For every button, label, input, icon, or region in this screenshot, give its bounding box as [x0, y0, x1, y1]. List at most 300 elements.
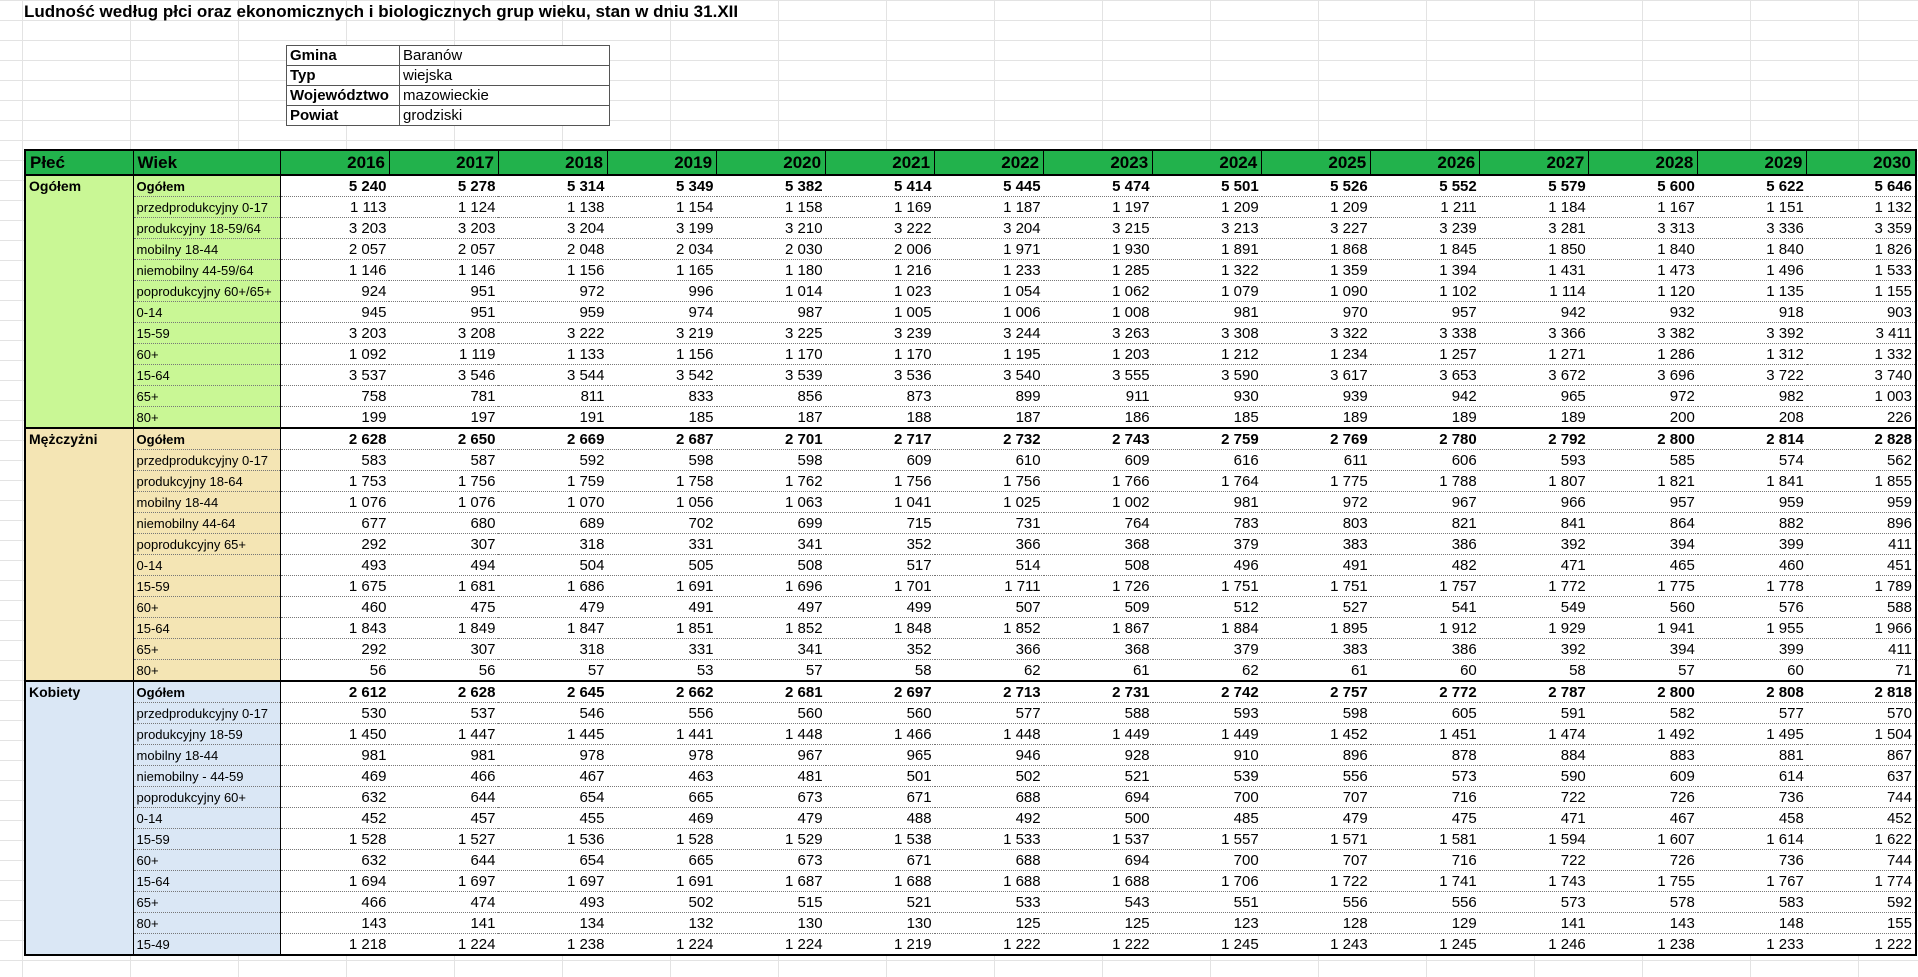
value-cell[interactable]: 959: [1807, 492, 1916, 513]
value-cell[interactable]: 141: [1480, 913, 1589, 934]
value-cell[interactable]: 1 772: [1480, 576, 1589, 597]
value-cell[interactable]: 199: [280, 407, 389, 429]
value-cell[interactable]: 5 314: [498, 175, 607, 197]
value-cell[interactable]: 3 540: [935, 365, 1044, 386]
age-group-cell[interactable]: 15-59: [133, 576, 280, 597]
value-cell[interactable]: 1 169: [826, 197, 935, 218]
value-cell[interactable]: 1 529: [717, 829, 826, 850]
value-cell[interactable]: 1 686: [498, 576, 607, 597]
value-cell[interactable]: 379: [1153, 534, 1262, 555]
value-cell[interactable]: 3 244: [935, 323, 1044, 344]
value-cell[interactable]: 3 539: [717, 365, 826, 386]
value-cell[interactable]: 1 180: [717, 260, 826, 281]
value-cell[interactable]: 148: [1698, 913, 1807, 934]
value-cell[interactable]: 475: [1371, 808, 1480, 829]
value-cell[interactable]: 352: [826, 534, 935, 555]
value-cell[interactable]: 1 941: [1589, 618, 1698, 639]
value-cell[interactable]: 3 366: [1480, 323, 1589, 344]
header-year[interactable]: 2023: [1044, 150, 1153, 175]
value-cell[interactable]: 386: [1371, 534, 1480, 555]
value-cell[interactable]: 605: [1371, 703, 1480, 724]
value-cell[interactable]: 1 527: [389, 829, 498, 850]
value-cell[interactable]: 577: [1698, 703, 1807, 724]
value-cell[interactable]: 1 222: [935, 934, 1044, 956]
value-cell[interactable]: 2 628: [389, 681, 498, 703]
value-cell[interactable]: 2 759: [1153, 428, 1262, 450]
value-cell[interactable]: 671: [826, 787, 935, 808]
value-cell[interactable]: 1 041: [826, 492, 935, 513]
header-year[interactable]: 2017: [389, 150, 498, 175]
value-cell[interactable]: 1 156: [608, 344, 717, 365]
value-cell[interactable]: 471: [1480, 808, 1589, 829]
value-cell[interactable]: 3 617: [1262, 365, 1371, 386]
value-cell[interactable]: 185: [1153, 407, 1262, 429]
value-cell[interactable]: 632: [280, 850, 389, 871]
value-cell[interactable]: 1 002: [1044, 492, 1153, 513]
value-cell[interactable]: 1 504: [1807, 724, 1916, 745]
value-cell[interactable]: 130: [826, 913, 935, 934]
value-cell[interactable]: 899: [935, 386, 1044, 407]
value-cell[interactable]: 1 119: [389, 344, 498, 365]
value-cell[interactable]: 2 612: [280, 681, 389, 703]
value-cell[interactable]: 125: [1044, 913, 1153, 934]
value-cell[interactable]: 3 740: [1807, 365, 1916, 386]
age-group-cell[interactable]: niemobilny - 44-59: [133, 766, 280, 787]
value-cell[interactable]: 1 245: [1153, 934, 1262, 956]
value-cell[interactable]: 556: [1371, 892, 1480, 913]
value-cell[interactable]: 1 581: [1371, 829, 1480, 850]
value-cell[interactable]: 1 170: [826, 344, 935, 365]
value-cell[interactable]: 186: [1044, 407, 1153, 429]
age-group-cell[interactable]: 80+: [133, 407, 280, 429]
value-cell[interactable]: 910: [1153, 745, 1262, 766]
value-cell[interactable]: 2 697: [826, 681, 935, 703]
value-cell[interactable]: 918: [1698, 302, 1807, 323]
value-cell[interactable]: 965: [826, 745, 935, 766]
value-cell[interactable]: 5 526: [1262, 175, 1371, 197]
value-cell[interactable]: 574: [1698, 450, 1807, 471]
value-cell[interactable]: 694: [1044, 850, 1153, 871]
value-cell[interactable]: 592: [498, 450, 607, 471]
age-group-cell[interactable]: przedprodukcyjny 0-17: [133, 450, 280, 471]
value-cell[interactable]: 452: [1807, 808, 1916, 829]
header-year[interactable]: 2022: [935, 150, 1044, 175]
value-cell[interactable]: 61: [1262, 660, 1371, 682]
value-cell[interactable]: 2 792: [1480, 428, 1589, 450]
value-cell[interactable]: 471: [1480, 555, 1589, 576]
value-cell[interactable]: 1 495: [1698, 724, 1807, 745]
value-cell[interactable]: 966: [1480, 492, 1589, 513]
value-cell[interactable]: 1 855: [1807, 471, 1916, 492]
value-cell[interactable]: 514: [935, 555, 1044, 576]
value-cell[interactable]: 3 672: [1480, 365, 1589, 386]
value-cell[interactable]: 482: [1371, 555, 1480, 576]
value-cell[interactable]: 974: [608, 302, 717, 323]
value-cell[interactable]: 463: [608, 766, 717, 787]
value-cell[interactable]: 1 445: [498, 724, 607, 745]
value-cell[interactable]: 3 411: [1807, 323, 1916, 344]
value-cell[interactable]: 3 239: [826, 323, 935, 344]
value-cell[interactable]: 502: [935, 766, 1044, 787]
value-cell[interactable]: 573: [1371, 766, 1480, 787]
value-cell[interactable]: 3 392: [1698, 323, 1807, 344]
value-cell[interactable]: 5 278: [389, 175, 498, 197]
value-cell[interactable]: 833: [608, 386, 717, 407]
info-label[interactable]: Powiat: [287, 106, 400, 126]
value-cell[interactable]: 1 170: [717, 344, 826, 365]
value-cell[interactable]: 541: [1371, 597, 1480, 618]
value-cell[interactable]: 3 222: [826, 218, 935, 239]
value-cell[interactable]: 972: [1262, 492, 1371, 513]
value-cell[interactable]: 781: [389, 386, 498, 407]
value-cell[interactable]: 2 645: [498, 681, 607, 703]
value-cell[interactable]: 2 669: [498, 428, 607, 450]
value-cell[interactable]: 1 757: [1371, 576, 1480, 597]
value-cell[interactable]: 821: [1371, 513, 1480, 534]
group-label-cell[interactable]: Kobiety: [25, 681, 133, 955]
value-cell[interactable]: 466: [280, 892, 389, 913]
value-cell[interactable]: 1 851: [608, 618, 717, 639]
value-cell[interactable]: 5 600: [1589, 175, 1698, 197]
value-cell[interactable]: 1 120: [1589, 281, 1698, 302]
value-cell[interactable]: 932: [1589, 302, 1698, 323]
value-cell[interactable]: 1 929: [1480, 618, 1589, 639]
value-cell[interactable]: 644: [389, 850, 498, 871]
value-cell[interactable]: 841: [1480, 513, 1589, 534]
value-cell[interactable]: 896: [1262, 745, 1371, 766]
value-cell[interactable]: 1 233: [935, 260, 1044, 281]
value-cell[interactable]: 62: [1153, 660, 1262, 682]
value-cell[interactable]: 1 622: [1807, 829, 1916, 850]
value-cell[interactable]: 1 840: [1698, 239, 1807, 260]
value-cell[interactable]: 292: [280, 534, 389, 555]
value-cell[interactable]: 1 003: [1807, 386, 1916, 407]
value-cell[interactable]: 1 092: [280, 344, 389, 365]
value-cell[interactable]: 3 203: [280, 218, 389, 239]
value-cell[interactable]: 1 764: [1153, 471, 1262, 492]
value-cell[interactable]: 1 184: [1480, 197, 1589, 218]
value-cell[interactable]: 2 713: [935, 681, 1044, 703]
value-cell[interactable]: 460: [1698, 555, 1807, 576]
value-cell[interactable]: 864: [1589, 513, 1698, 534]
value-cell[interactable]: 1 743: [1480, 871, 1589, 892]
value-cell[interactable]: 3 210: [717, 218, 826, 239]
value-cell[interactable]: 5 240: [280, 175, 389, 197]
value-cell[interactable]: 469: [608, 808, 717, 829]
header-year[interactable]: 2024: [1153, 150, 1262, 175]
info-value[interactable]: Baranów: [400, 46, 610, 66]
value-cell[interactable]: 2 006: [826, 239, 935, 260]
group-label-cell[interactable]: Ogółem: [25, 175, 133, 428]
value-cell[interactable]: 481: [717, 766, 826, 787]
value-cell[interactable]: 1 154: [608, 197, 717, 218]
value-cell[interactable]: 2 731: [1044, 681, 1153, 703]
value-cell[interactable]: 1 895: [1262, 618, 1371, 639]
value-cell[interactable]: 981: [280, 745, 389, 766]
value-cell[interactable]: 637: [1807, 766, 1916, 787]
value-cell[interactable]: 1 756: [935, 471, 1044, 492]
age-group-cell[interactable]: 60+: [133, 597, 280, 618]
value-cell[interactable]: 134: [498, 913, 607, 934]
value-cell[interactable]: 716: [1371, 850, 1480, 871]
value-cell[interactable]: 1 312: [1698, 344, 1807, 365]
value-cell[interactable]: 2 772: [1371, 681, 1480, 703]
value-cell[interactable]: 1 332: [1807, 344, 1916, 365]
age-group-cell[interactable]: niemobilny 44-59/64: [133, 260, 280, 281]
value-cell[interactable]: 543: [1044, 892, 1153, 913]
value-cell[interactable]: 1 691: [608, 871, 717, 892]
value-cell[interactable]: 945: [280, 302, 389, 323]
value-cell[interactable]: 60: [1698, 660, 1807, 682]
value-cell[interactable]: 1 557: [1153, 829, 1262, 850]
value-cell[interactable]: 331: [608, 639, 717, 660]
value-cell[interactable]: 1 452: [1262, 724, 1371, 745]
age-group-cell[interactable]: 15-59: [133, 323, 280, 344]
value-cell[interactable]: 1 005: [826, 302, 935, 323]
value-cell[interactable]: 2 057: [280, 239, 389, 260]
value-cell[interactable]: 583: [1698, 892, 1807, 913]
value-cell[interactable]: 598: [1262, 703, 1371, 724]
value-cell[interactable]: 881: [1698, 745, 1807, 766]
value-cell[interactable]: 208: [1698, 407, 1807, 429]
value-cell[interactable]: 392: [1480, 534, 1589, 555]
value-cell[interactable]: 3 590: [1153, 365, 1262, 386]
value-cell[interactable]: 1 751: [1153, 576, 1262, 597]
value-cell[interactable]: 1 124: [389, 197, 498, 218]
value-cell[interactable]: 3 537: [280, 365, 389, 386]
value-cell[interactable]: 911: [1044, 386, 1153, 407]
value-cell[interactable]: 189: [1480, 407, 1589, 429]
value-cell[interactable]: 1 233: [1698, 934, 1807, 956]
value-cell[interactable]: 593: [1480, 450, 1589, 471]
value-cell[interactable]: 726: [1589, 850, 1698, 871]
value-cell[interactable]: 1 158: [717, 197, 826, 218]
value-cell[interactable]: 744: [1807, 787, 1916, 808]
value-cell[interactable]: 1 971: [935, 239, 1044, 260]
header-year[interactable]: 2028: [1589, 150, 1698, 175]
age-group-cell[interactable]: 60+: [133, 344, 280, 365]
value-cell[interactable]: 978: [498, 745, 607, 766]
value-cell[interactable]: 1 151: [1698, 197, 1807, 218]
header-year[interactable]: 2020: [717, 150, 826, 175]
value-cell[interactable]: 341: [717, 639, 826, 660]
value-cell[interactable]: 707: [1262, 787, 1371, 808]
value-cell[interactable]: 521: [1044, 766, 1153, 787]
value-cell[interactable]: 1 450: [280, 724, 389, 745]
value-cell[interactable]: 479: [717, 808, 826, 829]
value-cell[interactable]: 493: [280, 555, 389, 576]
value-cell[interactable]: 521: [826, 892, 935, 913]
value-cell[interactable]: 677: [280, 513, 389, 534]
value-cell[interactable]: 3 213: [1153, 218, 1262, 239]
value-cell[interactable]: 1 238: [498, 934, 607, 956]
value-cell[interactable]: 1 694: [280, 871, 389, 892]
value-cell[interactable]: 331: [608, 534, 717, 555]
age-group-cell[interactable]: przedprodukcyjny 0-17: [133, 197, 280, 218]
value-cell[interactable]: 527: [1262, 597, 1371, 618]
age-group-cell[interactable]: produkcyjny 18-59/64: [133, 218, 280, 239]
value-cell[interactable]: 573: [1480, 892, 1589, 913]
value-cell[interactable]: 609: [1044, 450, 1153, 471]
value-cell[interactable]: 736: [1698, 787, 1807, 808]
value-cell[interactable]: 1 114: [1480, 281, 1589, 302]
value-cell[interactable]: 492: [935, 808, 1044, 829]
value-cell[interactable]: 903: [1807, 302, 1916, 323]
value-cell[interactable]: 1 849: [389, 618, 498, 639]
value-cell[interactable]: 394: [1589, 639, 1698, 660]
value-cell[interactable]: 1 135: [1698, 281, 1807, 302]
value-cell[interactable]: 3 199: [608, 218, 717, 239]
value-cell[interactable]: 965: [1480, 386, 1589, 407]
value-cell[interactable]: 2 800: [1589, 428, 1698, 450]
value-cell[interactable]: 673: [717, 850, 826, 871]
value-cell[interactable]: 129: [1371, 913, 1480, 934]
value-cell[interactable]: 1 447: [389, 724, 498, 745]
value-cell[interactable]: 856: [717, 386, 826, 407]
value-cell[interactable]: 1 614: [1698, 829, 1807, 850]
value-cell[interactable]: 1 537: [1044, 829, 1153, 850]
value-cell[interactable]: 143: [1589, 913, 1698, 934]
info-label[interactable]: Województwo: [287, 86, 400, 106]
value-cell[interactable]: 3 696: [1589, 365, 1698, 386]
value-cell[interactable]: 873: [826, 386, 935, 407]
value-cell[interactable]: 987: [717, 302, 826, 323]
value-cell[interactable]: 1 571: [1262, 829, 1371, 850]
age-group-cell[interactable]: 80+: [133, 660, 280, 682]
value-cell[interactable]: 1 138: [498, 197, 607, 218]
value-cell[interactable]: 3 313: [1589, 218, 1698, 239]
value-cell[interactable]: 1 271: [1480, 344, 1589, 365]
value-cell[interactable]: 1 238: [1589, 934, 1698, 956]
age-group-cell[interactable]: 60+: [133, 850, 280, 871]
value-cell[interactable]: 467: [498, 766, 607, 787]
value-cell[interactable]: 508: [1044, 555, 1153, 576]
value-cell[interactable]: 123: [1153, 913, 1262, 934]
value-cell[interactable]: 688: [935, 787, 1044, 808]
value-cell[interactable]: 3 338: [1371, 323, 1480, 344]
value-cell[interactable]: 1 197: [1044, 197, 1153, 218]
value-cell[interactable]: 1 840: [1589, 239, 1698, 260]
value-cell[interactable]: 1 195: [935, 344, 1044, 365]
value-cell[interactable]: 1 538: [826, 829, 935, 850]
info-label[interactable]: Typ: [287, 66, 400, 86]
value-cell[interactable]: 1 218: [280, 934, 389, 956]
value-cell[interactable]: 878: [1371, 745, 1480, 766]
value-cell[interactable]: 57: [498, 660, 607, 682]
value-cell[interactable]: 488: [826, 808, 935, 829]
header-year[interactable]: 2026: [1371, 150, 1480, 175]
value-cell[interactable]: 1 056: [608, 492, 717, 513]
value-cell[interactable]: 368: [1044, 534, 1153, 555]
value-cell[interactable]: 3 536: [826, 365, 935, 386]
value-cell[interactable]: 451: [1807, 555, 1916, 576]
value-cell[interactable]: 1 070: [498, 492, 607, 513]
value-cell[interactable]: 5 349: [608, 175, 717, 197]
value-cell[interactable]: 560: [826, 703, 935, 724]
value-cell[interactable]: 1 224: [389, 934, 498, 956]
value-cell[interactable]: 680: [389, 513, 498, 534]
value-cell[interactable]: 1 912: [1371, 618, 1480, 639]
value-cell[interactable]: 411: [1807, 534, 1916, 555]
value-cell[interactable]: 1 868: [1262, 239, 1371, 260]
value-cell[interactable]: 883: [1589, 745, 1698, 766]
value-cell[interactable]: 71: [1807, 660, 1916, 682]
header-year[interactable]: 2016: [280, 150, 389, 175]
value-cell[interactable]: 474: [389, 892, 498, 913]
value-cell[interactable]: 1 451: [1371, 724, 1480, 745]
value-cell[interactable]: 189: [1371, 407, 1480, 429]
age-group-cell[interactable]: 65+: [133, 892, 280, 913]
value-cell[interactable]: 189: [1262, 407, 1371, 429]
value-cell[interactable]: 56: [389, 660, 498, 682]
value-cell[interactable]: 143: [280, 913, 389, 934]
value-cell[interactable]: 2 034: [608, 239, 717, 260]
value-cell[interactable]: 783: [1153, 513, 1262, 534]
value-cell[interactable]: 1 536: [498, 829, 607, 850]
value-cell[interactable]: 2 780: [1371, 428, 1480, 450]
age-group-cell[interactable]: 15-49: [133, 934, 280, 956]
header-year[interactable]: 2019: [608, 150, 717, 175]
value-cell[interactable]: 1 014: [717, 281, 826, 302]
value-cell[interactable]: 590: [1480, 766, 1589, 787]
age-group-cell[interactable]: 15-64: [133, 365, 280, 386]
value-cell[interactable]: 939: [1262, 386, 1371, 407]
value-cell[interactable]: 3 263: [1044, 323, 1153, 344]
value-cell[interactable]: 1 322: [1153, 260, 1262, 281]
value-cell[interactable]: 5 622: [1698, 175, 1807, 197]
value-cell[interactable]: 1 219: [826, 934, 935, 956]
value-cell[interactable]: 1 211: [1371, 197, 1480, 218]
value-cell[interactable]: 491: [1262, 555, 1371, 576]
value-cell[interactable]: 972: [498, 281, 607, 302]
age-group-cell[interactable]: 65+: [133, 386, 280, 407]
value-cell[interactable]: 452: [280, 808, 389, 829]
value-cell[interactable]: 1 775: [1589, 576, 1698, 597]
value-cell[interactable]: 1 076: [389, 492, 498, 513]
value-cell[interactable]: 582: [1589, 703, 1698, 724]
value-cell[interactable]: 722: [1480, 850, 1589, 871]
age-group-cell[interactable]: 15-59: [133, 829, 280, 850]
value-cell[interactable]: 1 753: [280, 471, 389, 492]
value-cell[interactable]: 352: [826, 639, 935, 660]
value-cell[interactable]: 981: [389, 745, 498, 766]
value-cell[interactable]: 5 474: [1044, 175, 1153, 197]
value-cell[interactable]: 1 222: [1044, 934, 1153, 956]
value-cell[interactable]: 598: [717, 450, 826, 471]
value-cell[interactable]: 1 533: [935, 829, 1044, 850]
value-cell[interactable]: 1 209: [1153, 197, 1262, 218]
value-cell[interactable]: 1 286: [1589, 344, 1698, 365]
value-cell[interactable]: 1 759: [498, 471, 607, 492]
value-cell[interactable]: 616: [1153, 450, 1262, 471]
value-cell[interactable]: 1 076: [280, 492, 389, 513]
age-group-cell[interactable]: poprodukcyjny 65+: [133, 534, 280, 555]
value-cell[interactable]: 475: [389, 597, 498, 618]
value-cell[interactable]: 942: [1371, 386, 1480, 407]
header-year[interactable]: 2025: [1262, 150, 1371, 175]
value-cell[interactable]: 951: [389, 302, 498, 323]
value-cell[interactable]: 1 706: [1153, 871, 1262, 892]
value-cell[interactable]: 1 466: [826, 724, 935, 745]
value-cell[interactable]: 699: [717, 513, 826, 534]
value-cell[interactable]: 57: [1589, 660, 1698, 682]
value-cell[interactable]: 1 448: [717, 724, 826, 745]
value-cell[interactable]: 2 818: [1807, 681, 1916, 703]
value-cell[interactable]: 318: [498, 639, 607, 660]
header-year[interactable]: 2018: [498, 150, 607, 175]
value-cell[interactable]: 1 449: [1044, 724, 1153, 745]
value-cell[interactable]: 689: [498, 513, 607, 534]
